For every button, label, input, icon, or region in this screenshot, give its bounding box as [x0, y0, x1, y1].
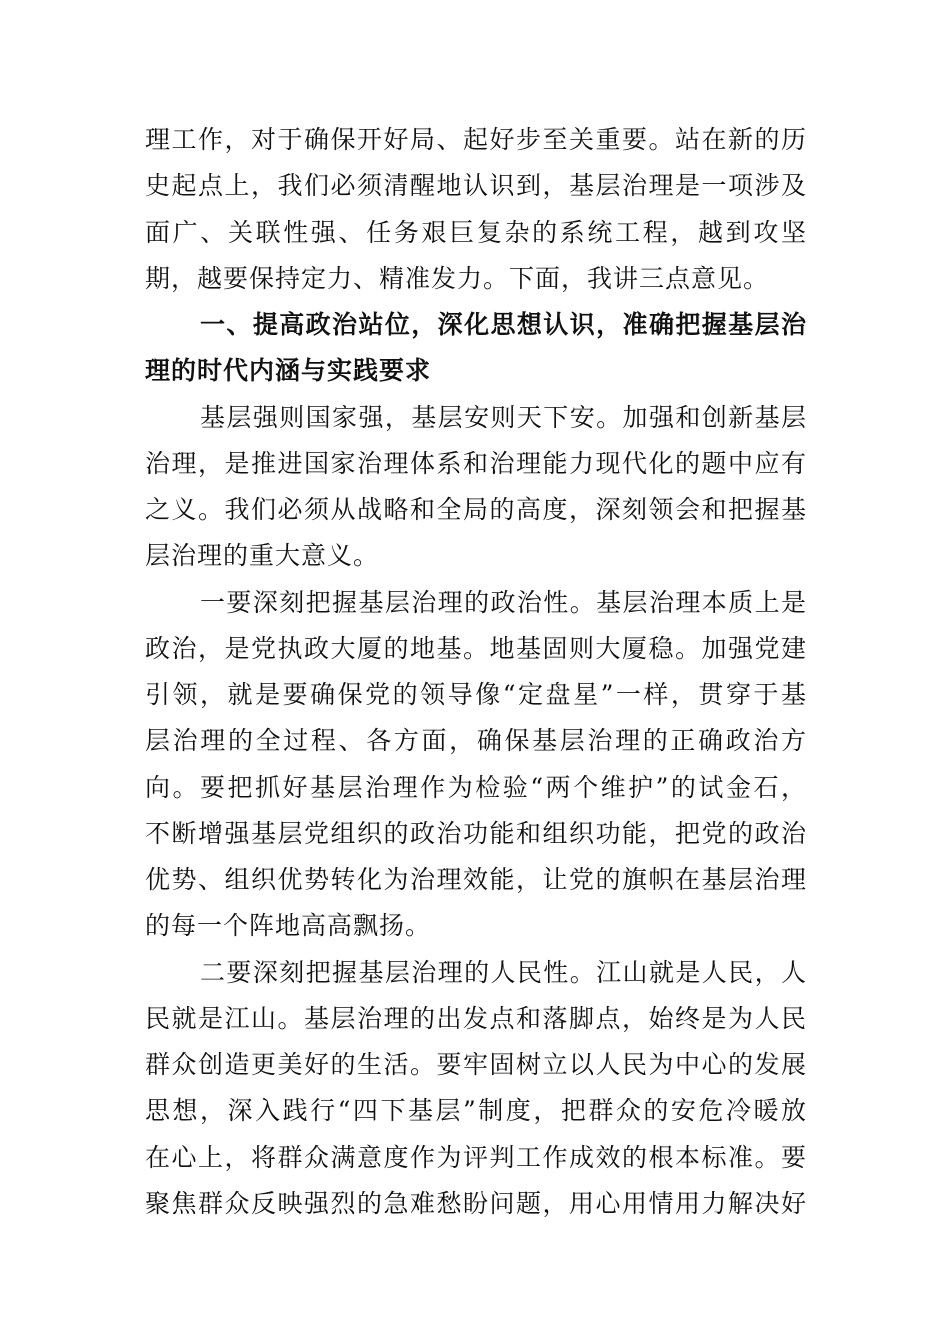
text-line: 优势、组织优势转化为治理效能，让党的旗帜在基层治理 [145, 865, 807, 894]
paragraph [145, 950, 807, 1228]
text-line: 面广、关联性强、任务艰巨复杂的系统工程，越到攻坚 [145, 217, 807, 247]
text-line: 引领，就是要确保党的领导像“定盘星”一样，贯穿于基 [145, 680, 807, 709]
document-page [145, 117, 807, 1227]
text-line: 理工作，对于确保开好局、起好步至关重要。站在新的历 [145, 125, 807, 154]
text-line: 治理，是推进国家治理体系和治理能力现代化的题中应有 [145, 448, 807, 478]
text-line: 史起点上，我们必须清醒地认识到，基层治理是一项涉及 [145, 171, 807, 201]
text-line: 层治理的重大意义。 [145, 541, 380, 571]
text-line: 思想，深入践行“四下基层”制度，把群众的安危冷暖放 [145, 1096, 807, 1126]
text-line: 向。要把抓好基层治理作为检验“两个维护”的试金石， [145, 772, 807, 802]
section-heading [145, 302, 807, 395]
text-line: 政治，是党执政大厦的地基。地基固则大厦稳。加强党建 [145, 633, 807, 663]
text-line: 聚焦群众反映强烈的急难愁盼问题，用心用情用力解决好 [145, 1188, 807, 1218]
text-line: 一、提高政治站位，深化思想认识，准确把握基层治 [200, 310, 807, 339]
text-line: 期，越要保持定力、精准发力。下面，我讲三点意见。 [145, 263, 770, 293]
text-line: 不断增强基层党组织的政治功能和组织功能，把党的政治 [145, 818, 807, 848]
text-line: 二要深刻把握基层治理的人民性。江山就是人民，人 [200, 957, 807, 987]
text-line: 基层强则国家强，基层安则天下安。加强和创新基层 [200, 402, 807, 432]
text-line: 之义。我们必须从战略和全局的高度，深刻领会和把握基 [145, 495, 807, 524]
paragraph [145, 117, 807, 302]
text-line: 民就是江山。基层治理的出发点和落脚点，始终是为人民 [145, 1003, 807, 1033]
text-line: 理的时代内涵与实践要求 [145, 356, 432, 386]
paragraph [145, 580, 807, 950]
text-line: 一要深刻把握基层治理的政治性。基层治理本质上是 [200, 587, 807, 617]
text-line: 在心上，将群众满意度作为评判工作成效的根本标准。要 [145, 1142, 807, 1172]
text-line: 层治理的全过程、各方面，确保基层治理的正确政治方 [145, 726, 807, 756]
text-line: 的每一个阵地高高飘扬。 [145, 911, 432, 941]
text-line: 群众创造更美好的生活。要牢固树立以人民为中心的发展 [145, 1050, 807, 1079]
paragraph [145, 395, 807, 580]
